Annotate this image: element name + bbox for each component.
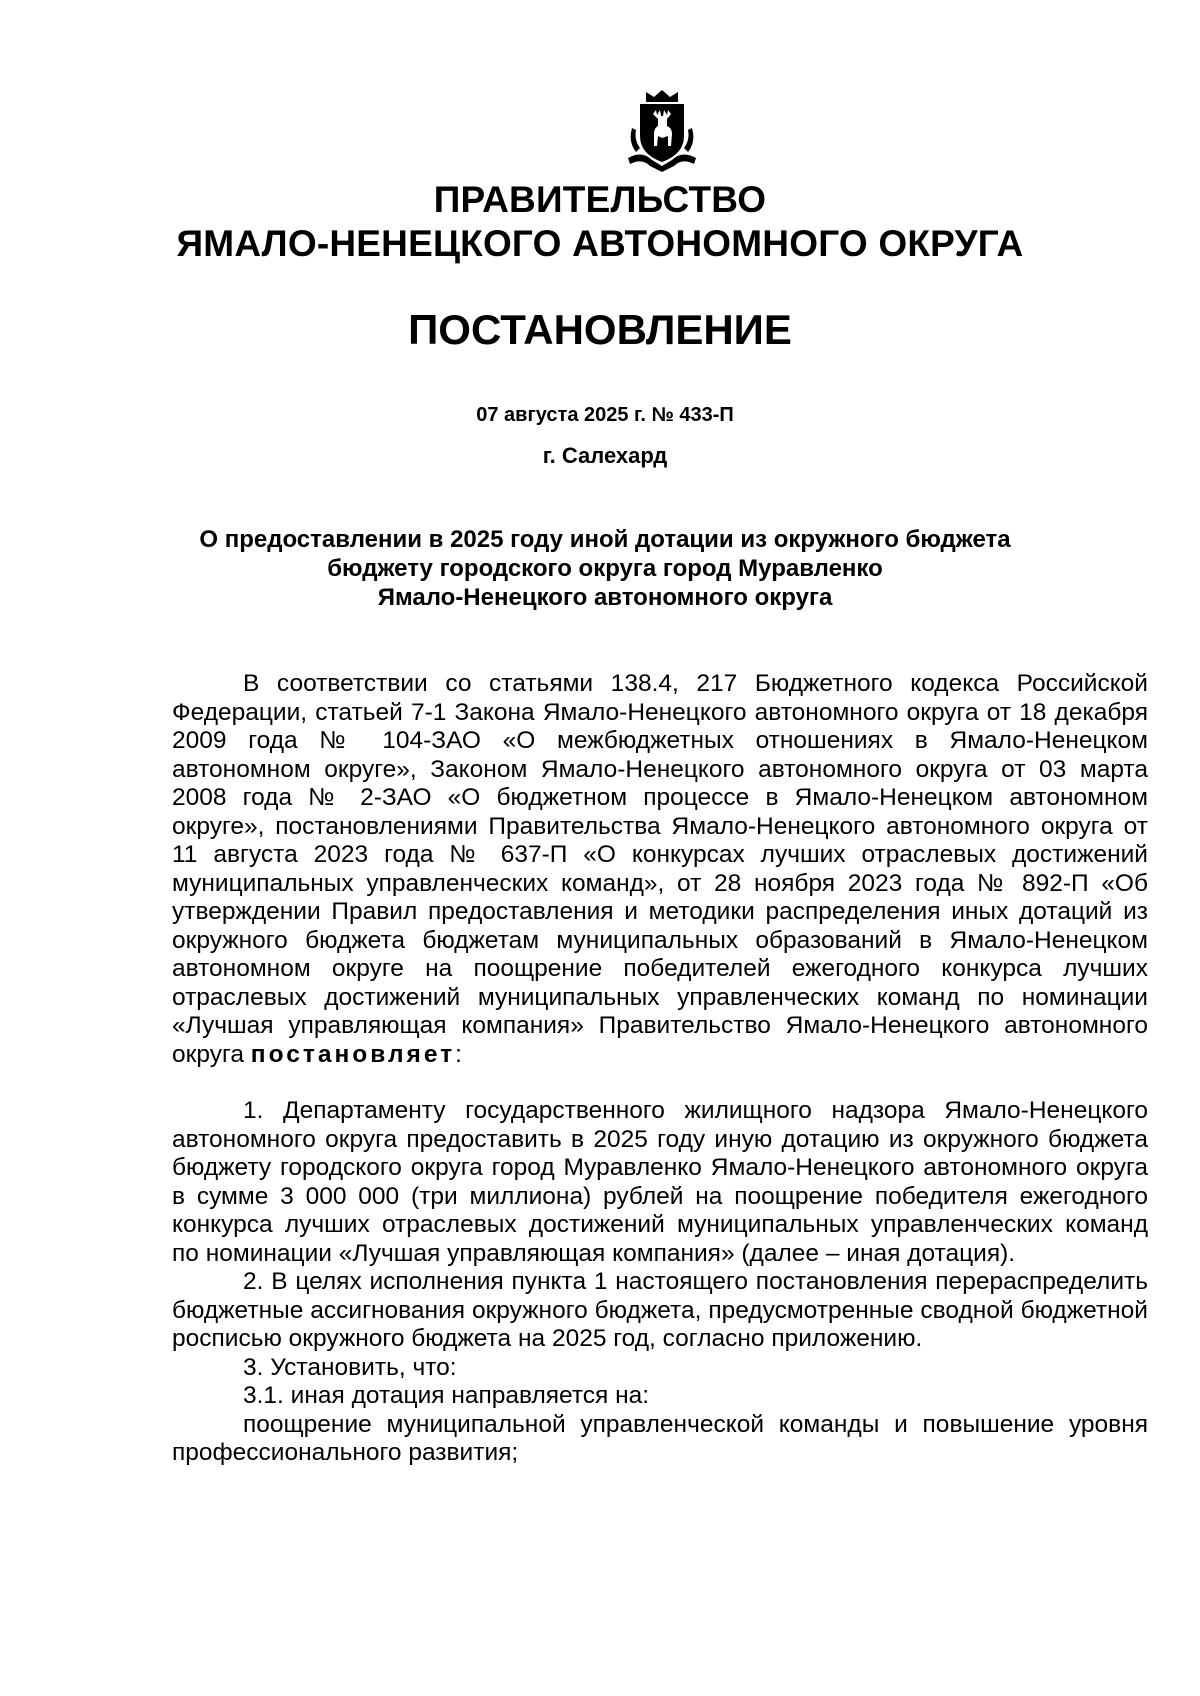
city: г. Салехард (542, 443, 668, 468)
government-title-line2: ЯМАЛО-НЕНЕЦКОГО АВТОНОМНОГО ОКРУГА (176, 223, 1024, 264)
document-subject (0, 525, 1200, 612)
item-2: 2. В целях исполнения пункта 1 настоящего постановления перераспределить бюджетные ассигнования окружного бюджета, предусмотренные сводной бюджетной росписью окружного бюджета на 2025 год, согласно приложению. (172, 1268, 1148, 1352)
preamble-end: : (455, 1040, 462, 1068)
preamble-paragraph (172, 670, 1148, 1069)
item-1: 1. Департаменту государственного жилищного надзора Ямало-Ненецкого автономного округа предоставить в 2025 году иную дотацию из окружного бюджета бюджету городского округа город Муравленко Ямало-Ненецкого автономного округа в сумме 3 000 000 (три миллиона) рублей на поощрение победителя ежегодного конкурса лучших отраслевых достижений муниципальных управленческих команд по номинации «Лучшая управляющая компания» (далее – иная дотация). (172, 1097, 1148, 1267)
item-3-1-a: поощрение муниципальной управленческой команды и повышение уровня профессионального развития; (172, 1410, 1148, 1466)
document-type: ПОСТАНОВЛЕНИЕ (408, 306, 792, 353)
document-body (172, 670, 1148, 1468)
subject-line3: Ямало-Ненецкого автономного округа (377, 584, 833, 611)
subject-line1: О предоставлении в 2025 году иной дотации из окружного бюджета (199, 526, 1011, 553)
government-title-line1: ПРАВИТЕЛЬСТВО (433, 179, 767, 220)
coat-of-arms-icon (622, 88, 702, 174)
item-3-1: 3.1. иная дотация направляется на: (243, 1382, 650, 1409)
subject-line2: бюджету городского округа город Муравленко (327, 555, 883, 582)
paragraph-gap (172, 1069, 1148, 1097)
date-and-number: 07 августа 2025 г. № 433-П (476, 404, 734, 426)
item-3: 3. Установить, что: (243, 1353, 457, 1381)
preamble-text: В соответствии со статьями 138.4, 217 Бюджетного кодекса Российской Федерации, статьей 7-1 Закона Ямало-Ненецкого автономного округа от 18 декабря 2009 года № 104-ЗАО «О межбюджетных отношениях в Ямало-Ненецком автономном округе», Законом Ямало-Ненецкого автономного округа от 03 марта 2008 года № 2-ЗАО «О бюджетном процессе в Ямало-Ненецком автономном округе», постановлениями Правительства Ямало-Ненецкого автономного округа от 11 августа 2023 года № 637-П «О конкурсах лучших отраслевых достижений муниципальных управленческих команд», от 28 ноября 2023 года № 892-П «Об утверждении Правил предоставления и методики распределения иных дотаций из окружного бюджета бюджетам муниципальных образований в Ямало-Ненецком автономном округе на поощрение победителей ежегодного конкурса лучших отраслевых достижений муниципальных управленческих команд по номинации «Лучшая управляющая компания» Правительство Ямало-Ненецкого автономного округа (172, 670, 1148, 1068)
decree-keyword: постановляет (250, 1040, 456, 1068)
